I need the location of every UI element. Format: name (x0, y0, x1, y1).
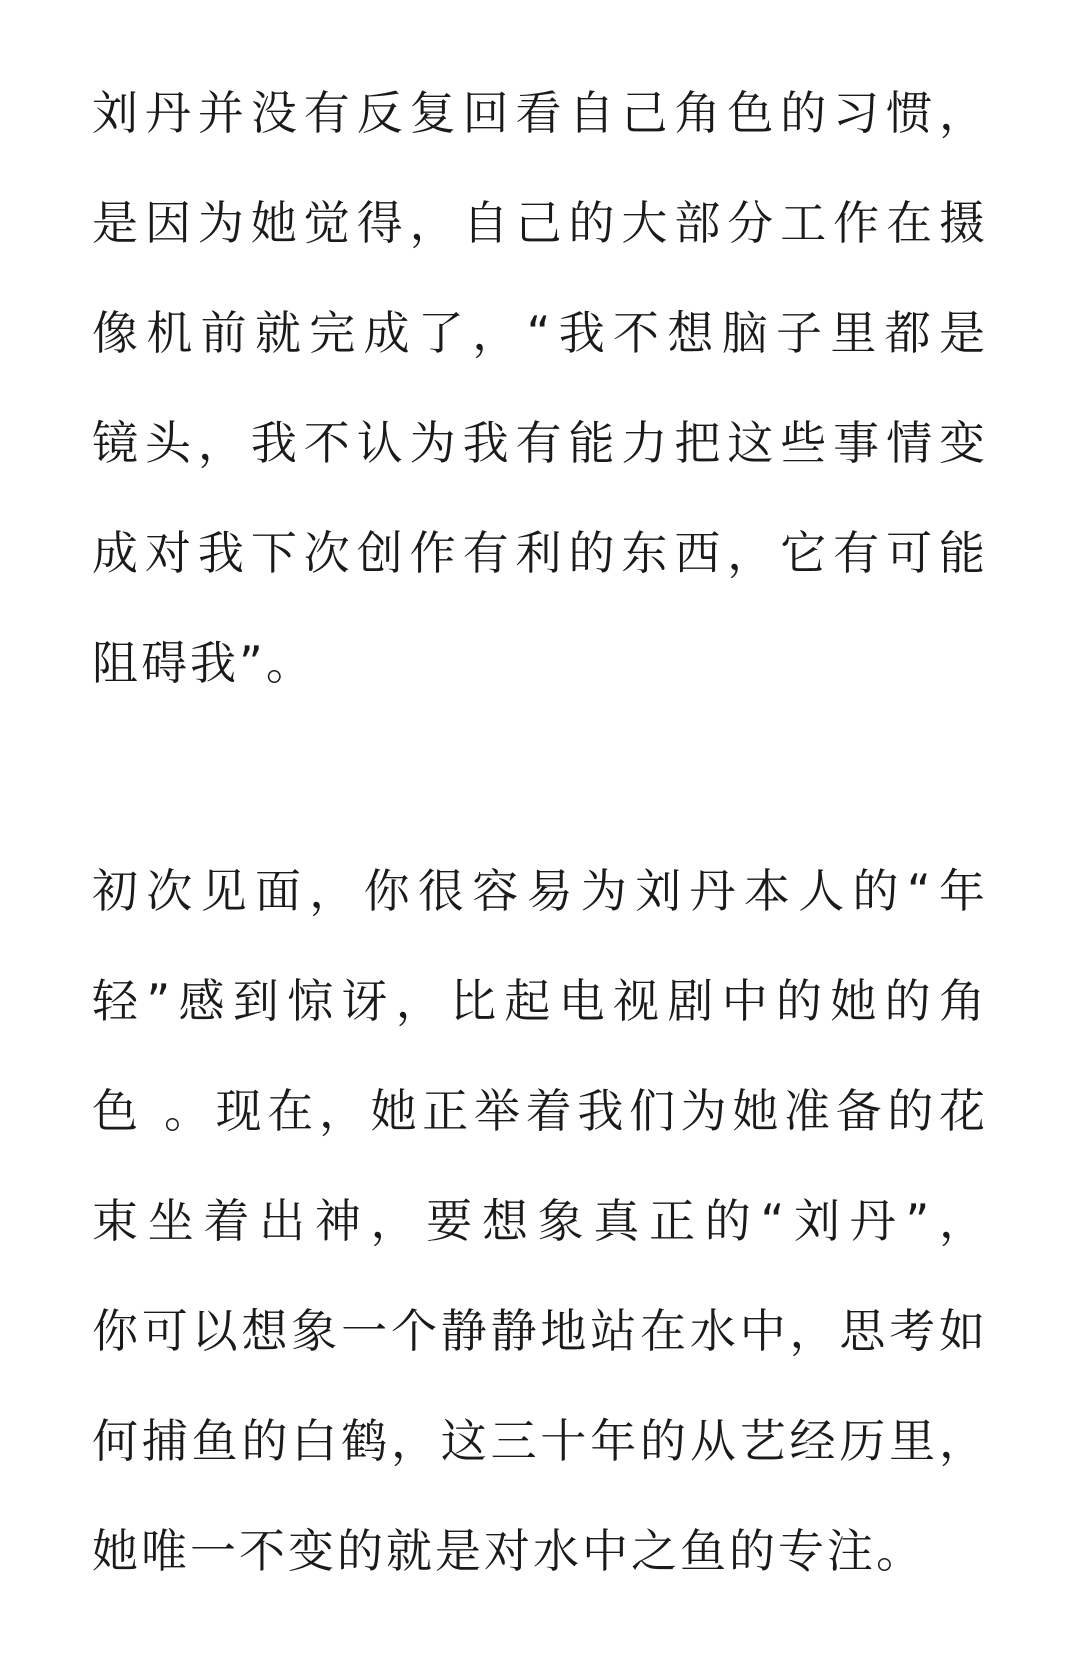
text-line: 你可以想象一个静静地站在水中，思考如 (92, 1304, 988, 1358)
paragraph-gap (92, 718, 988, 836)
text-line: 轻”感到惊讶，比起电视剧中的她的角 (92, 974, 988, 1028)
text-line: 刘丹并没有反复回看自己角色的习惯， (92, 86, 988, 140)
text-line: 成对我下次创作有利的东西，它有可能 (92, 526, 988, 580)
text-line: 像机前就完成了，“我不想脑子里都是 (92, 306, 988, 360)
text-line: 是因为她觉得，自己的大部分工作在摄 (92, 196, 988, 250)
paragraph-1 (92, 58, 988, 718)
paragraph-2 (92, 836, 988, 1606)
text-line: 镜头，我不认为我有能力把这些事情变 (92, 416, 988, 470)
text-line: 阻碍我”。 (92, 636, 315, 690)
text-line: 何捕鱼的白鹤，这三十年的从艺经历里， (92, 1414, 988, 1468)
text-line: 她唯一不变的就是对水中之鱼的专注。 (92, 1524, 925, 1578)
text-line: 束坐着出神，要想象真正的“刘丹”， (92, 1194, 988, 1248)
text-line: 色 。现在，她正举着我们为她准备的花 (92, 1084, 988, 1138)
text-line: 初次见面，你很容易为刘丹本人的“年 (92, 864, 988, 918)
